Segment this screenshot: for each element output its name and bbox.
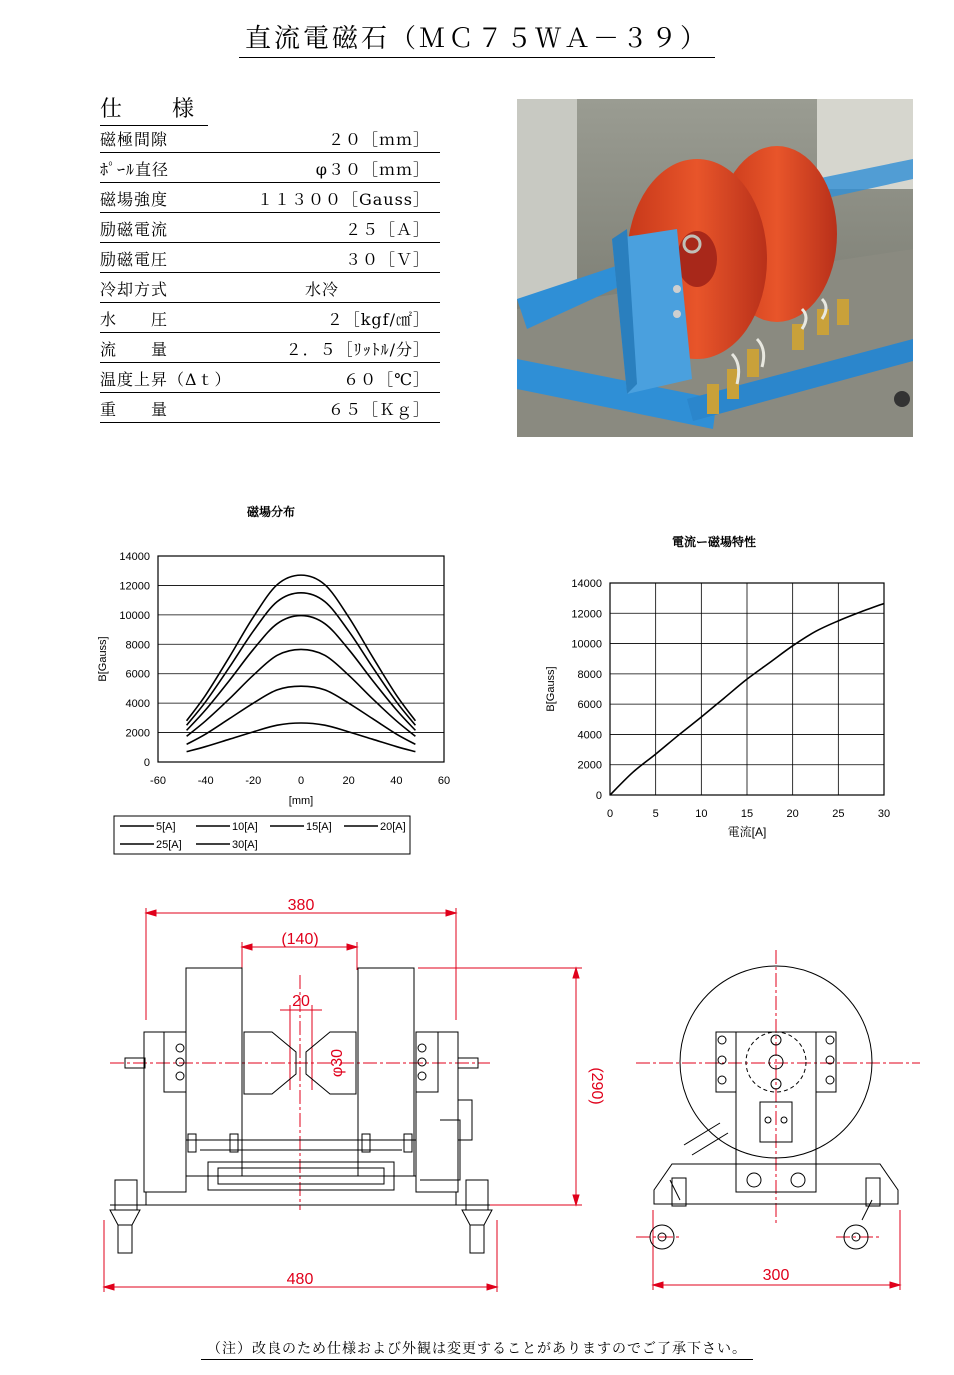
spec-value: ２０［ｍｍ］ (327, 130, 430, 149)
series-line (187, 575, 416, 721)
x-tick-label: 10 (695, 808, 708, 820)
spec-label: 励磁電圧 (100, 250, 169, 269)
x-tick-label: 0 (297, 775, 305, 787)
y-tick-label: 6000 (125, 668, 150, 681)
spec-row-water-pressure (100, 308, 440, 333)
spec-label: 磁極間隙 (100, 130, 169, 149)
x-tick-label: -40 (197, 775, 214, 787)
spec-row-cooling (100, 278, 440, 303)
x-axis-label: [mm] (288, 795, 314, 807)
spec-value: 水冷 (305, 280, 340, 299)
spec-heading: 仕 様 (100, 92, 208, 126)
title-text: 直流電磁石（ＭＣ７５ＷＡ－３９） (239, 18, 715, 58)
legend-label: 30[A] (232, 839, 258, 851)
x-tick-label: 60 (437, 775, 451, 787)
x-tick-label: 20 (786, 808, 799, 820)
spec-label: 温度上昇（Δｔ） (100, 370, 232, 389)
series-line (187, 686, 416, 744)
y-tick-label: 4000 (125, 698, 150, 711)
y-tick-label: 12000 (119, 580, 150, 593)
spec-label: 磁場強度 (100, 190, 169, 209)
spec-value: ２．５［ﾘｯﾄﾙ/分］ (285, 340, 430, 359)
dim-pole-gap: 20 (292, 993, 310, 1010)
y-tick-label: 0 (595, 790, 602, 802)
spec-label: 冷却方式 (100, 280, 169, 299)
legend-label: 25[A] (156, 839, 182, 851)
legend-label: 20[A] (380, 821, 406, 833)
y-tick-label: 10000 (571, 638, 602, 651)
side-view (650, 966, 898, 1249)
dim-height: (290) (588, 1067, 605, 1105)
series-line (187, 723, 416, 752)
x-tick-label: 15 (740, 808, 754, 820)
chart-title: 磁場分布 (246, 505, 296, 519)
y-tick-label: 8000 (577, 668, 602, 681)
spec-label: 励磁電流 (100, 220, 169, 239)
spec-row-gap (100, 128, 440, 153)
y-tick-label: 6000 (577, 699, 602, 712)
y-tick-label: 10000 (119, 609, 150, 622)
y-tick-label: 4000 (577, 729, 602, 742)
y-tick-label: 12000 (571, 608, 602, 621)
technical-drawing (0, 880, 954, 1320)
series-line (187, 593, 416, 725)
y-tick-label: 2000 (577, 759, 602, 772)
spec-value: ２５［Ａ］ (344, 220, 430, 239)
x-tick-label: 5 (652, 808, 659, 820)
y-tick-label: 8000 (125, 639, 150, 652)
spec-value: １１３００［Gauss］ (256, 190, 430, 209)
spec-row-field-strength (100, 188, 440, 213)
dim-pole-outer: (140) (281, 931, 319, 948)
x-axis-label: 電流[A] (727, 825, 767, 839)
x-tick-label: -60 (150, 775, 166, 787)
product-photo (517, 99, 913, 437)
spec-value: ６０［℃］ (343, 370, 430, 389)
spec-label: 水 圧 (100, 310, 169, 329)
x-tick-label: 0 (606, 808, 614, 820)
spec-row-current (100, 218, 440, 243)
y-tick-label: 0 (143, 757, 150, 769)
dim-front-width: 380 (287, 897, 315, 914)
dimension-lines (104, 908, 920, 1292)
y-axis-label: B[Gauss] (545, 666, 557, 712)
field-distribution-chart (88, 500, 458, 860)
page-title (0, 18, 954, 58)
front-view (110, 968, 492, 1253)
spec-row-pole-diameter (100, 158, 440, 183)
spec-row-weight (100, 398, 440, 423)
series-line (187, 616, 416, 731)
x-tick-label: 25 (832, 808, 845, 820)
spec-label: ﾎﾟｰﾙ直径 (100, 160, 170, 179)
spec-value: ６５［Ｋｇ］ (327, 400, 430, 419)
current-field-chart (540, 528, 900, 848)
y-tick-label: 14000 (119, 551, 150, 563)
y-axis-label: B[Gauss] (97, 636, 109, 682)
x-tick-label: -20 (245, 775, 262, 787)
footnote-text: （注）改良のため仕様および外観は変更することがありますのでご了承下さい。 (201, 1341, 753, 1360)
spec-row-voltage (100, 248, 440, 273)
legend-label: 10[A] (232, 821, 258, 833)
spec-row-flow (100, 338, 440, 363)
chart-title: 電流ー磁場特性 (671, 535, 757, 549)
spec-value: φ３０［ｍｍ］ (315, 160, 430, 179)
plot-frame (158, 556, 444, 762)
x-tick-label: 20 (342, 775, 355, 787)
legend-label: 5[A] (156, 821, 176, 833)
legend-label: 15[A] (306, 821, 332, 833)
spec-label: 重 量 (100, 400, 169, 419)
dim-base-width: 480 (286, 1271, 314, 1288)
spec-value: ２［kgf/㎠］ (326, 310, 430, 329)
spec-label: 流 量 (100, 340, 169, 359)
x-tick-label: 30 (877, 808, 891, 820)
dim-pole-dia: φ30 (329, 1048, 346, 1078)
spec-row-temp-rise (100, 368, 440, 393)
y-tick-label: 14000 (571, 578, 602, 590)
spec-value: ３０［Ｖ］ (344, 250, 430, 269)
y-tick-label: 2000 (125, 727, 150, 740)
x-tick-label: 40 (390, 775, 403, 787)
dim-side-width: 300 (762, 1267, 790, 1284)
footnote (0, 1338, 954, 1358)
